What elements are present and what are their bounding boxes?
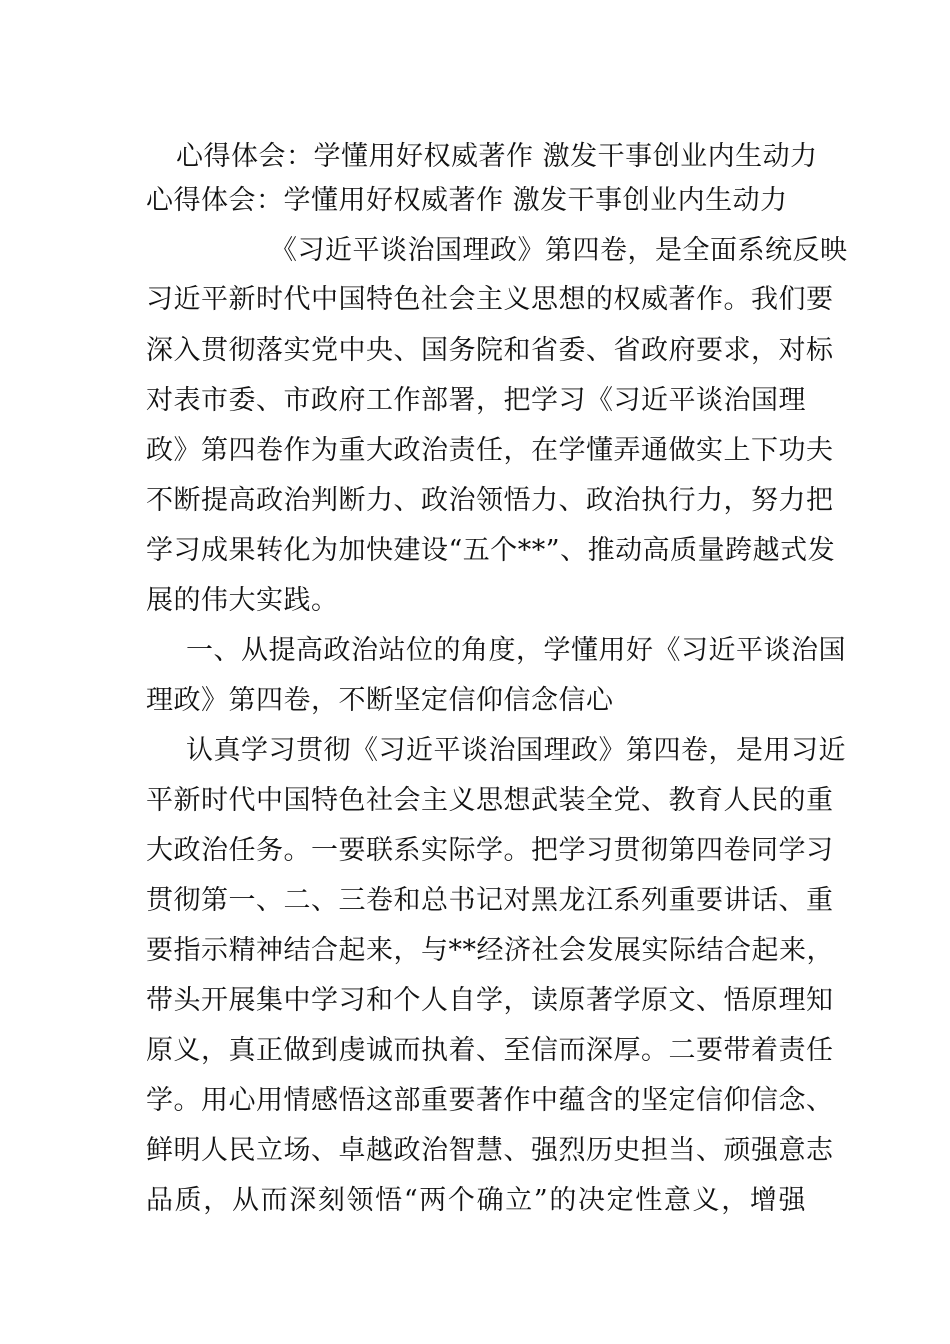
paragraph-line: 大政治任务。一要联系实际学。把学习贯彻第四卷同学习 [146, 835, 834, 866]
paragraph-line: 贯彻第一、二、三卷和总书记对黑龙江系列重要讲话、重 [146, 885, 834, 916]
paragraph-line: 要指示精神结合起来，与**经济社会发展实际结合起来， [146, 935, 834, 966]
paragraph-line: 鲜明人民立场、卓越政治智慧、强烈历史担当、顽强意志 [146, 1135, 834, 1166]
paragraph-line: 学。用心用情感悟这部重要著作中蕴含的坚定信仰信念、 [146, 1085, 834, 1116]
document-subtitle: 心得体会：学懂用好权威著作 激发干事创业内生动力 [146, 185, 788, 216]
paragraph-line: 平新时代中国特色社会主义思想武装全党、教育人民的重 [146, 785, 834, 816]
paragraph-line: 原义，真正做到虔诚而执着、至信而深厚。二要带着责任 [146, 1035, 834, 1066]
paragraph-line: 展的伟大实践。 [146, 585, 339, 616]
paragraph-line: 不断提高政治判断力、政治领悟力、政治执行力，努力把 [146, 485, 834, 516]
paragraph-line: 认真学习贯彻《习近平谈治国理政》第四卷，是用习近 [186, 735, 846, 766]
paragraph-line: 对表市委、市政府工作部署，把学习《习近平谈治国理 [146, 385, 806, 416]
paragraph-line: 深入贯彻落实党中央、国务院和省委、省政府要求，对标 [146, 335, 834, 366]
paragraph-line: 习近平新时代中国特色社会主义思想的权威著作。我们要 [146, 284, 834, 315]
paragraph-line: 学习成果转化为加快建设“五个**”、推动高质量跨越式发 [146, 535, 836, 566]
paragraph-line: 政》第四卷作为重大政治责任，在学懂弄通做实上下功夫 [146, 435, 834, 466]
paragraph-line: 带头开展集中学习和个人自学，读原著学原文、悟原理知 [146, 985, 834, 1016]
paragraph-line: 《习近平谈治国理政》第四卷，是全面系统反映 [270, 235, 848, 266]
heading-line: 理政》第四卷，不断坚定信仰信念信心 [146, 685, 614, 716]
document-title: 心得体会：学懂用好权威著作 激发干事创业内生动力 [176, 141, 818, 172]
heading-line: 一、从提高政治站位的角度，学懂用好《习近平谈治国 [186, 635, 846, 666]
paragraph-line: 品质，从而深刻领悟“两个确立”的决定性意义，增强 [146, 1185, 806, 1216]
